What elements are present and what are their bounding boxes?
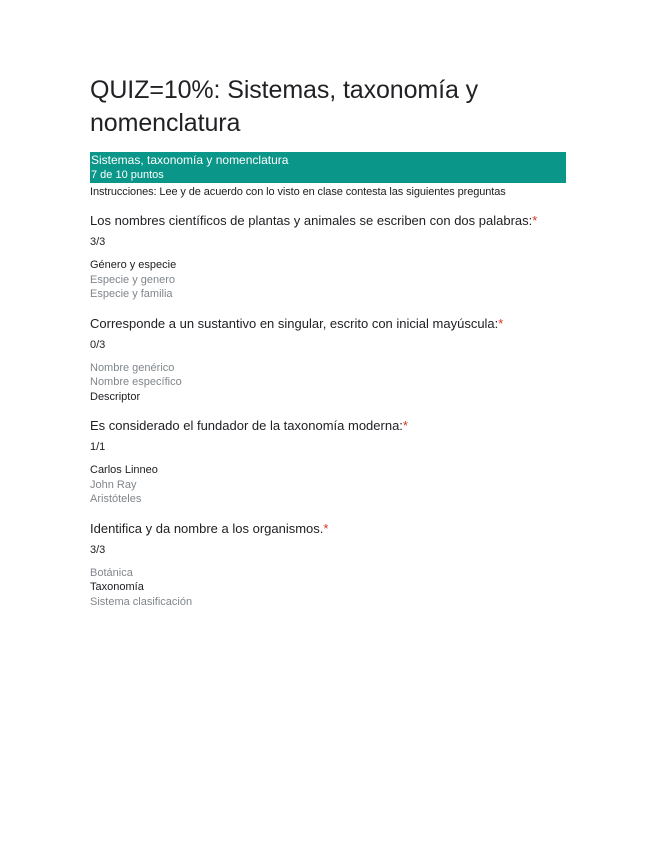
total-score: 7 de 10 puntos	[91, 169, 164, 181]
answer-option: Sistema clasificación	[90, 595, 193, 608]
answer-option-selected: Descriptor	[90, 390, 141, 403]
question-1	[90, 212, 566, 302]
required-asterisk: *	[323, 520, 329, 536]
question-label: Corresponde a un sustantivo en singular, escrito con inicial mayúscula:	[90, 315, 499, 331]
quiz-title: QUIZ=10%: Sistemas, taxonomía y nomenclatura	[90, 76, 479, 137]
answer-option: John Ray	[90, 478, 137, 491]
required-asterisk: *	[532, 213, 538, 228]
question-text	[90, 520, 566, 537]
required-asterisk: *	[402, 418, 408, 433]
answer-option-selected: Taxonomía	[90, 581, 144, 593]
question-text	[90, 417, 566, 434]
instructions-text: Instrucciones: Lee y de acuerdo con lo visto en clase contesta las siguientes preguntas	[90, 186, 506, 198]
question-label: Es considerado el fundador de la taxonomía moderna:	[90, 418, 403, 433]
question-text	[90, 315, 566, 332]
section-banner	[90, 152, 566, 183]
question-label: Identifica y da nombre a los organismos.	[90, 520, 324, 536]
answer-option: Nombre genérico	[90, 361, 175, 374]
question-4	[90, 520, 566, 610]
required-asterisk: *	[498, 315, 504, 331]
answer-options	[90, 361, 566, 405]
answer-option: Especie y genero	[90, 273, 175, 286]
question-score: 3/3	[90, 236, 106, 248]
answer-options	[90, 258, 566, 302]
answer-option-selected: Género y especie	[90, 259, 177, 271]
question-label: Los nombres científicos de plantas y animales se escriben con dos palabras:	[90, 213, 533, 228]
answer-option-selected: Carlos Linneo	[90, 464, 158, 476]
answer-option: Botánica	[90, 566, 133, 579]
quiz-page	[90, 74, 566, 609]
answer-options	[90, 566, 566, 610]
answer-option: Aristóteles	[90, 493, 142, 505]
question-3	[90, 417, 566, 507]
answer-option: Especie y familia	[90, 288, 173, 300]
question-score: 0/3	[90, 338, 106, 351]
answer-option: Nombre específico	[90, 376, 182, 388]
answer-options	[90, 463, 566, 507]
question-2	[90, 315, 566, 405]
section-title: Sistemas, taxonomía y nomenclatura	[91, 153, 289, 167]
question-score: 1/1	[90, 441, 106, 453]
question-score: 3/3	[90, 543, 106, 556]
question-text	[90, 212, 566, 229]
